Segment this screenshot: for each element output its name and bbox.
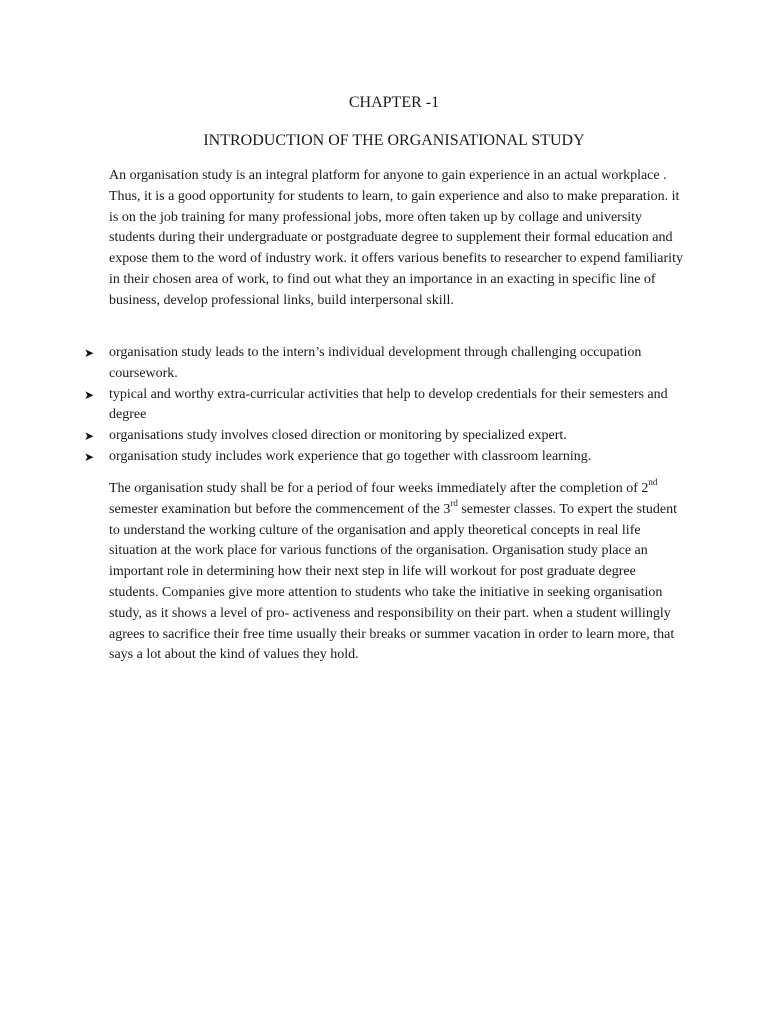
chapter-heading: CHAPTER -1: [348, 94, 440, 111]
list-item-text: organisation study includes work experience that go together with classroom learning.: [109, 448, 592, 464]
arrowhead-bullet-icon: ➤: [84, 387, 95, 402]
list-item-text: organisations study involves closed direction or monitoring by specialized expert.: [109, 428, 567, 444]
duration-text-part1: The organisation study shall be for a period of four weeks immediately after the completion of 2: [109, 481, 649, 496]
ordinal-suffix-rd: rd: [450, 498, 458, 509]
section-title: INTRODUCTION OF THE ORGANISATIONAL STUDY: [203, 132, 585, 149]
list-item: [84, 426, 684, 447]
list-item-text: typical and worthy extra-curricular activities that help to develop credentials for their semesters and degree: [109, 386, 668, 423]
duration-text-part2: semester examination but before the commencement of the 3: [109, 501, 451, 517]
list-item: [84, 385, 684, 427]
arrowhead-bullet-icon: ➤: [84, 346, 95, 360]
benefits-list: [84, 343, 684, 468]
duration-text-part3: semester classes. To expert the student to understand the working culture of the organisation and apply theoretical concepts in real life situation at the work place for various functions of the organisation. Organisation study place an important role in determining how their next step in life will workout for post graduate degree students. Companies give more attention to students who take the initiative in seeking organisation study, as it shows a level of pro- activeness and responsibility on their part. when a student willingly agrees to sacrifice their free time usually their breaks or summer vacation in order to learn more, that says a lot about the kind of values they hold.: [109, 501, 678, 663]
duration-paragraph: [109, 479, 684, 666]
intro-paragraph: An organisation study is an integral platform for anyone to gain experience in an actual workplace . Thus, it is a good opportunity for students to learn, to gain experience and also to make preparation. it is on the job training for many professional jobs, more often taken up by collage and university students during their undergraduate or postgraduate degree to supplement their formal education and expose them to the word of industry work. it offers various benefits to researcher to expend familiarity in their chosen area of work, to find out what they an importance in an exacting in specific line of business, develop professional links, build interpersonal skill.: [109, 168, 683, 308]
arrowhead-bullet-icon: ➤: [84, 449, 95, 464]
list-item: [84, 447, 684, 468]
list-item-text: organisation study leads to the intern’s individual development through challenging occupation coursework.: [109, 345, 642, 381]
ordinal-suffix-nd: nd: [648, 477, 658, 488]
list-item: [84, 343, 684, 385]
arrowhead-bullet-icon: ➤: [84, 429, 95, 444]
